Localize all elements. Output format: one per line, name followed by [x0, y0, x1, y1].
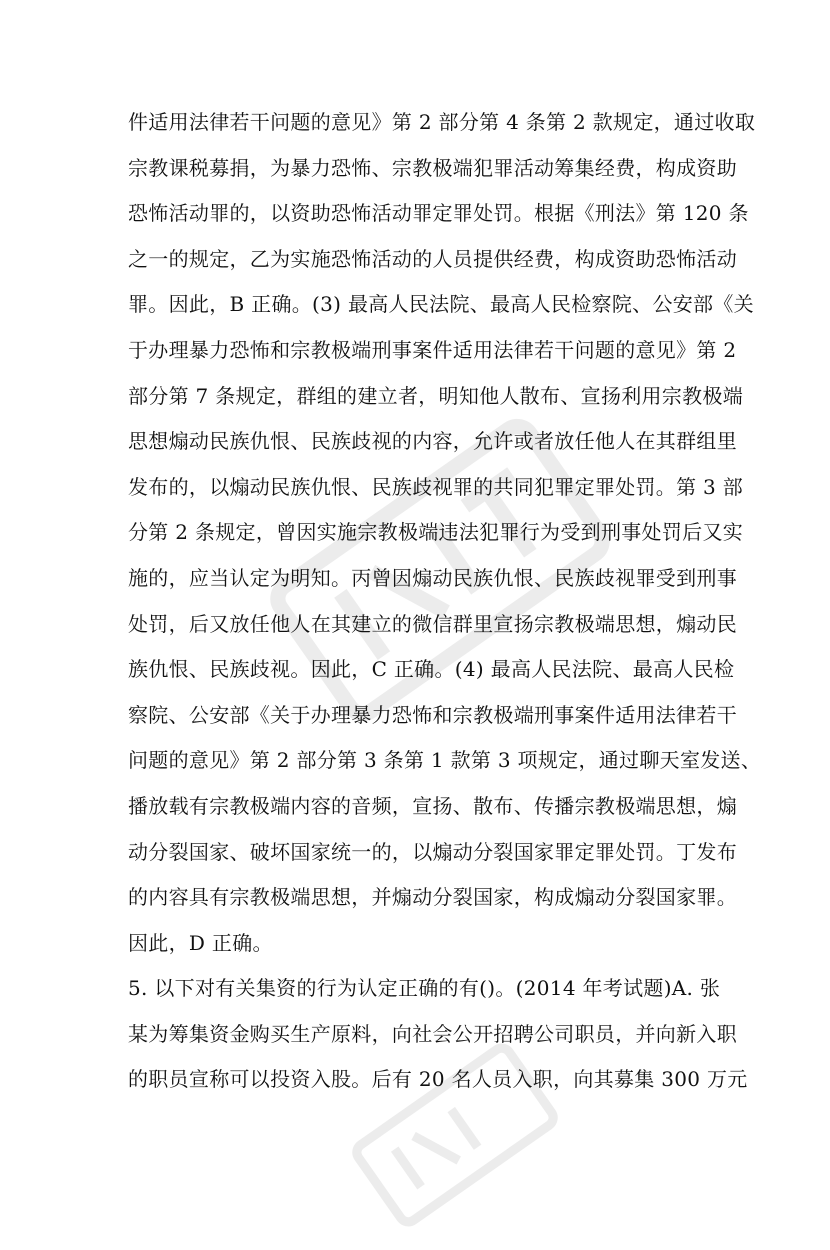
text-line: 部分第 7 条规定，群组的建立者，明知他人散布、宣扬利用宗教极端: [128, 383, 744, 408]
text-line: 某为筹集资金购买生产原料，向社会公开招聘公司职员，并向新入职: [128, 1021, 737, 1046]
question-line: 5. 以下对有关集资的行为认定正确的有()。(2014 年考试题)A. 张: [128, 976, 721, 1001]
text-line: 族仇恨、民族歧视。因此，C 正确。(4) 最高人民法院、最高人民检: [128, 657, 735, 682]
text-line: 处罚，后又放任他人在其建立的微信群里宣扬宗教极端思想，煽动民: [128, 611, 737, 636]
text-line: 恐怖活动罪的，以资助恐怖活动罪定罪处罚。根据《刑法》第 120 条: [128, 201, 749, 226]
text-line: 施的，应当认定为明知。丙曾因煽动民族仇恨、民族歧视罪受到刑事: [128, 565, 737, 590]
text-line: 之一的规定，乙为实施恐怖活动的人员提供经费，构成资助恐怖活动: [128, 246, 737, 271]
text-line: 分第 2 条规定，曾因实施宗教极端违法犯罪行为受到刑事处罚后又实: [128, 520, 744, 545]
text-line: 于办理暴力恐怖和宗教极端刑事案件适用法律若干问题的意见》第 2: [128, 337, 737, 362]
text-line: 宗教课税募捐，为暴力恐怖、宗教极端犯罪活动筹集经费，构成资助: [128, 155, 737, 180]
text-line: 察院、公安部《关于办理暴力恐怖和宗教极端刑事案件适用法律若干: [128, 702, 737, 727]
text-line: 发布的，以煽动民族仇恨、民族歧视罪的共同犯罪定罪处罚。第 3 部: [128, 474, 744, 499]
text-line: 罪。因此，B 正确。(3) 最高人民法院、最高人民检察院、公安部《关: [128, 292, 754, 317]
text-line: 动分裂国家、破坏国家统一的，以煽动分裂国家罪定罪处罚。丁发布: [128, 839, 737, 864]
text-line: 问题的意见》第 2 部分第 3 条第 1 款第 3 项规定，通过聊天室发送、: [128, 748, 762, 773]
text-line: 的职员宣称可以投资入股。后有 20 名人员入职，向其募集 300 万元: [128, 1067, 748, 1092]
text-line: 播放载有宗教极端内容的音频，宣扬、散布、传播宗教极端思想，煽: [128, 793, 737, 818]
text-line: 因此，D 正确。: [128, 930, 273, 955]
body-text: [128, 100, 762, 1103]
text-line: 件适用法律若干问题的意见》第 2 部分第 4 条第 2 款规定，通过收取: [128, 110, 756, 134]
text-line: 思想煽动民族仇恨、民族歧视的内容，允许或者放任他人在其群组里: [128, 429, 737, 454]
text-line: 的内容具有宗教极端思想，并煽动分裂国家，构成煽动分裂国家罪。: [128, 885, 737, 910]
